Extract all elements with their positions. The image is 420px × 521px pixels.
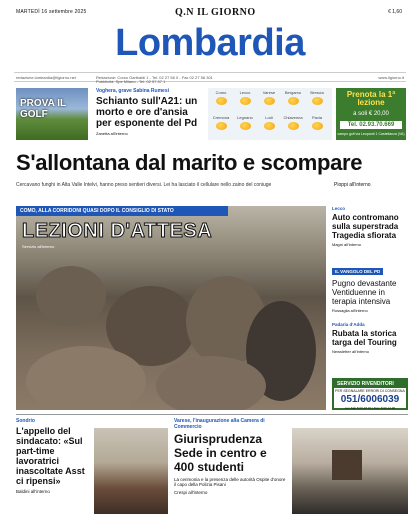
bottom-story-sondrio[interactable] [16, 418, 92, 494]
promo-right-line1: Prenota la 1ª lezione [346, 90, 396, 107]
sun-icon [312, 97, 323, 105]
bottom-headline: L'appello del sindacato: «Sul part-time lavoratrici inascoltate Asst ci ripensi» [16, 426, 85, 486]
publisher-line: Redazione: Corso Garibaldi 1 - Tel. 02 27 56 0 - Fax 02 27 56 301 [96, 75, 213, 80]
sidebar-item-pugno[interactable] [332, 260, 408, 313]
sun-icon [216, 97, 227, 105]
sidebar-item-touring[interactable] [332, 322, 408, 354]
divider [16, 414, 408, 415]
service-subtitle: PER SEGNALARE ERRORI DI CONSEGNA [335, 389, 405, 393]
sun-icon [288, 97, 299, 105]
building-door [332, 450, 362, 480]
contact-left: redazione.lombardia@ilgiorno.net [16, 75, 76, 80]
sidebar-kicker: Lecco [332, 206, 346, 211]
weather-cell: Como [210, 90, 232, 114]
top-story-headline: Schianto sull'A21: un morto e ore d'ansia per esponente del Pd [96, 96, 198, 129]
bottom-kicker: Varese, l'inaugurazione alla Camera di Commercio [174, 418, 265, 430]
sidebar-byline: Magni all'interno [332, 242, 362, 247]
photo-caption: Servizio all'interno [22, 244, 55, 249]
office-line: Pubblicità: Spe Milano - Tel. 02 57 57 1 [96, 79, 166, 84]
promo-left-text: PROVA IL GOLF [20, 98, 66, 120]
sun-icon [312, 122, 323, 130]
sidebar-headline: Pugno devastante Ventiduenne in terapia intensiva [332, 279, 397, 306]
weather-box [208, 88, 332, 140]
weather-cell: Brescia [306, 90, 328, 114]
top-story-kicker: Voghera, grave Sabina Rumesi [96, 88, 169, 94]
promo-right-phone: Tel. 02.93.70.669 [340, 121, 402, 129]
promo-right-line2: a soli € 20,00 [353, 111, 389, 117]
weather-cell: Chiavenna [282, 115, 304, 139]
promo-right-small: campo golf via Leopardi 1 Castellanza (VA) [337, 132, 405, 136]
weather-cell: Legnano [234, 115, 256, 139]
sun-icon [240, 122, 251, 130]
photo-title: LEZIONI D'ATTESA [22, 220, 213, 242]
sidebar-kicker: IL VANGOLO DEL PD [332, 268, 383, 275]
page-title: Lombardia [115, 22, 305, 64]
sidebar-item-lecco[interactable] [332, 206, 408, 247]
main-subtitle: Cercavano funghi in Alta Valle Intelvi, hanno preso sentieri diversi. Lei ha lasciato il cellulare nello zaino del coniuge [16, 182, 272, 188]
top-story-byline: Zanetta all'interno [96, 131, 128, 136]
bottom-kicker: Sondrio [16, 418, 35, 424]
main-byline: Pioppi all'interno [334, 182, 371, 188]
sidebar-headline: Auto contromano sulla superstrada Tragedia sfiorata [332, 213, 399, 240]
weather-cell: Lodi [258, 115, 280, 139]
service-box[interactable] [332, 378, 408, 410]
weather-cell: Lecco [234, 90, 256, 114]
bottom-story-varese[interactable] [174, 418, 288, 495]
sun-icon [288, 122, 299, 130]
contact-right: www.ilgiorno.it [378, 75, 404, 80]
weather-cell: Pavia [306, 115, 328, 139]
bottom-headline: Giurisprudenza Sede in centro e 400 studenti [174, 432, 267, 474]
price: € 1,60 [388, 9, 402, 15]
sidebar-headline: Rubata la storica targa del Touring [332, 329, 397, 347]
date-line: MARTEDÌ 16 settembre 2025 [16, 9, 87, 15]
main-photo[interactable] [16, 206, 326, 410]
bottom-byline: Crespi all'interno [174, 490, 208, 495]
service-title: SERVIZIO RIVENDITORI [334, 380, 406, 388]
subline [14, 72, 406, 82]
sun-icon [216, 122, 227, 130]
top-strip [10, 6, 410, 18]
sidebar-byline: Rossaglia all'interno [332, 308, 368, 313]
main-headline[interactable]: S'allontana dal marito e scompare [16, 150, 363, 175]
masthead: Q.N IL GIORNO [175, 7, 256, 18]
sidebar-byline: Newsletter all'interno [332, 349, 370, 354]
service-number: 051/6006039 [340, 394, 400, 405]
bottom-photo-sondrio[interactable] [94, 428, 168, 514]
weather-cell: Varese [258, 90, 280, 114]
bottom-byline: Baldini all'interno [16, 489, 50, 494]
sun-icon [240, 97, 251, 105]
bottom-photo-varese[interactable] [292, 428, 408, 514]
service-footer: Lun-Sab 8.00-18.00 | Dom 8.00-12.00 [344, 406, 396, 410]
sidebar-kicker: Padaria d'Adda [332, 322, 365, 327]
sun-icon [264, 122, 275, 130]
weather-cell: Cremona [210, 115, 232, 139]
photo-band: COMO, ALLA CORRIDONI QUASI DOPO IL CONSIGLIO DI STATO [16, 206, 228, 216]
weather-cell: Bergamo [282, 90, 304, 114]
bottom-body: La cerimonia e la presenza delle autorità Ospite d'onore il capo della Polizia Pisani [174, 477, 286, 487]
golf-promo-left[interactable] [16, 88, 88, 140]
top-story[interactable] [96, 88, 204, 136]
golf-promo-right[interactable] [336, 88, 406, 140]
sun-icon [264, 97, 275, 105]
